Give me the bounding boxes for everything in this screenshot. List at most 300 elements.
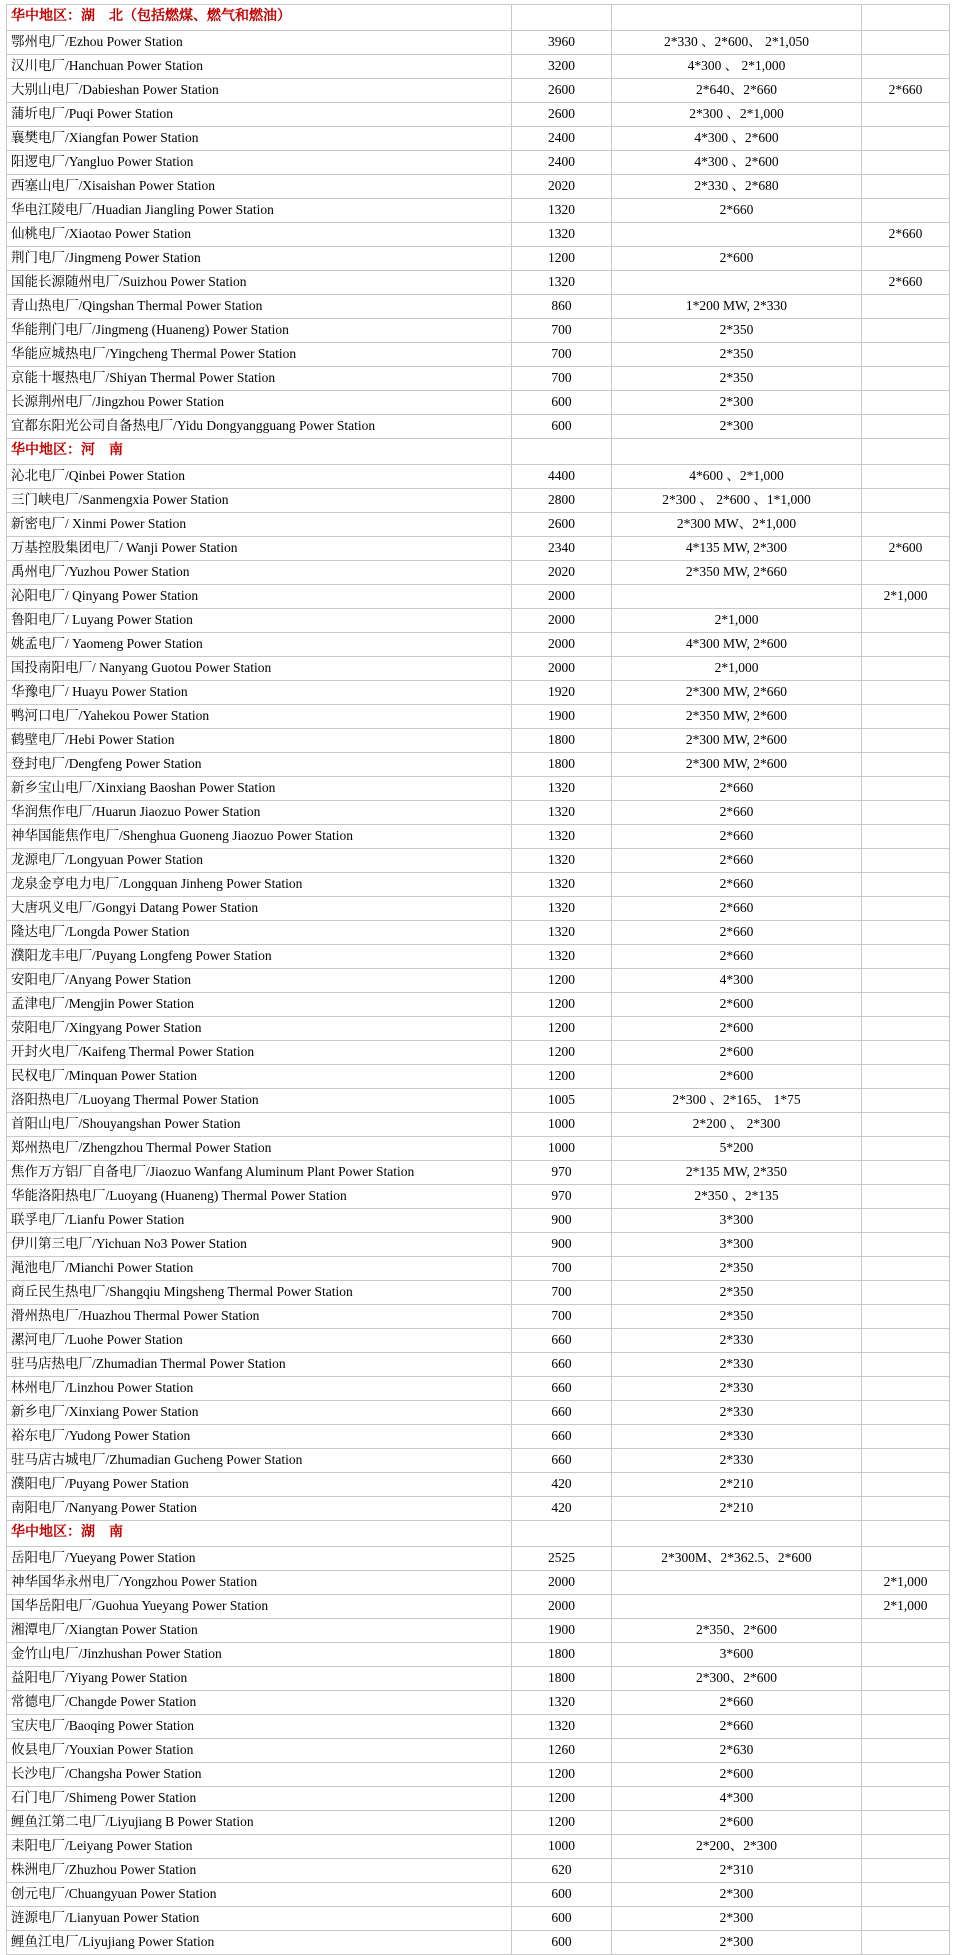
station-name-cell: 西塞山电厂/Xisaishan Power Station — [7, 175, 512, 199]
capacity-cell: 2020 — [512, 175, 612, 199]
station-name-cell: 益阳电厂/Yiyang Power Station — [7, 1667, 512, 1691]
extra-units-cell — [862, 465, 950, 489]
units-cell: 2*350 — [612, 343, 862, 367]
table-row — [7, 681, 950, 705]
table-row — [7, 1715, 950, 1739]
capacity-cell: 660 — [512, 1353, 612, 1377]
station-name-cell: 金竹山电厂/Jinzhushan Power Station — [7, 1643, 512, 1667]
station-name-cell: 孟津电厂/Mengjin Power Station — [7, 993, 512, 1017]
table-row — [7, 1859, 950, 1883]
capacity-cell: 1320 — [512, 849, 612, 873]
table-row — [7, 1425, 950, 1449]
extra-units-cell — [862, 391, 950, 415]
table-row — [7, 1739, 950, 1763]
units-cell: 2*660 — [612, 801, 862, 825]
capacity-cell: 2000 — [512, 657, 612, 681]
station-name-cell: 裕东电厂/Yudong Power Station — [7, 1425, 512, 1449]
units-cell: 2*660 — [612, 897, 862, 921]
station-name-cell: 青山热电厂/Qingshan Thermal Power Station — [7, 295, 512, 319]
table-row — [7, 1353, 950, 1377]
units-cell: 2*350 — [612, 1281, 862, 1305]
table-row — [7, 367, 950, 391]
table-row — [7, 489, 950, 513]
capacity-cell: 1900 — [512, 705, 612, 729]
units-cell: 3*600 — [612, 1643, 862, 1667]
station-name-cell: 神华国华永州电厂/Yongzhou Power Station — [7, 1571, 512, 1595]
capacity-cell: 1320 — [512, 271, 612, 295]
units-cell: 2*210 — [612, 1473, 862, 1497]
extra-units-cell — [862, 199, 950, 223]
capacity-cell: 1320 — [512, 921, 612, 945]
capacity-cell: 420 — [512, 1497, 612, 1521]
capacity-cell: 1320 — [512, 223, 612, 247]
extra-units-cell — [862, 1715, 950, 1739]
units-cell: 2*330 — [612, 1425, 862, 1449]
units-cell: 2*660 — [612, 945, 862, 969]
extra-units-cell — [862, 151, 950, 175]
units-cell: 2*350 — [612, 1305, 862, 1329]
units-cell: 2*630 — [612, 1739, 862, 1763]
units-cell: 2*600 — [612, 1811, 862, 1835]
units-cell: 2*600 — [612, 1065, 862, 1089]
extra-units-cell: 2*1,000 — [862, 1595, 950, 1619]
extra-units-cell — [862, 1065, 950, 1089]
extra-units-cell — [862, 777, 950, 801]
table-row — [7, 561, 950, 585]
extra-units-cell — [862, 1667, 950, 1691]
station-name-cell: 安阳电厂/Anyang Power Station — [7, 969, 512, 993]
capacity-cell: 2000 — [512, 585, 612, 609]
capacity-cell: 970 — [512, 1161, 612, 1185]
extra-units-cell — [862, 415, 950, 439]
table-row — [7, 1787, 950, 1811]
station-name-cell: 隆达电厂/Longda Power Station — [7, 921, 512, 945]
units-cell: 4*300 — [612, 1787, 862, 1811]
capacity-cell: 1900 — [512, 1619, 612, 1643]
table-row — [7, 1811, 950, 1835]
station-name-cell: 禹州电厂/Yuzhou Power Station — [7, 561, 512, 585]
capacity-cell: 1320 — [512, 825, 612, 849]
station-name-cell: 华豫电厂/ Huayu Power Station — [7, 681, 512, 705]
station-name-cell: 沁北电厂/Qinbei Power Station — [7, 465, 512, 489]
extra-units-cell — [862, 1425, 950, 1449]
extra-units-cell — [862, 849, 950, 873]
station-name-cell: 国投南阳电厂/ Nanyang Guotou Power Station — [7, 657, 512, 681]
station-name-cell: 驻马店热电厂/Zhumadian Thermal Power Station — [7, 1353, 512, 1377]
capacity-cell: 1200 — [512, 247, 612, 271]
station-name-cell: 湘潭电厂/Xiangtan Power Station — [7, 1619, 512, 1643]
station-name-cell: 株洲电厂/Zhuzhou Power Station — [7, 1859, 512, 1883]
capacity-cell: 2600 — [512, 103, 612, 127]
units-cell — [612, 223, 862, 247]
units-cell: 2*300 — [612, 1883, 862, 1907]
units-cell: 4*300 — [612, 969, 862, 993]
units-cell: 2*660 — [612, 921, 862, 945]
units-cell: 2*660 — [612, 199, 862, 223]
station-name-cell: 洛阳热电厂/Luoyang Thermal Power Station — [7, 1089, 512, 1113]
region-label: 华中地区：湖 北（包括燃煤、燃气和燃油） — [7, 5, 512, 31]
capacity-cell: 1200 — [512, 1041, 612, 1065]
capacity-cell: 660 — [512, 1449, 612, 1473]
extra-units-cell — [862, 1691, 950, 1715]
capacity-cell: 700 — [512, 343, 612, 367]
extra-units-cell — [862, 801, 950, 825]
extra-units-cell — [862, 1787, 950, 1811]
units-cell: 2*330 — [612, 1329, 862, 1353]
table-row — [7, 609, 950, 633]
units-cell: 3*300 — [612, 1233, 862, 1257]
extra-units-cell — [862, 1643, 950, 1667]
capacity-cell: 600 — [512, 415, 612, 439]
capacity-cell: 700 — [512, 367, 612, 391]
extra-units-cell — [862, 609, 950, 633]
units-cell: 2*350 — [612, 1257, 862, 1281]
extra-units-cell: 2*660 — [862, 223, 950, 247]
extra-units-cell — [862, 705, 950, 729]
capacity-cell: 1320 — [512, 945, 612, 969]
extra-units-cell — [862, 1401, 950, 1425]
station-name-cell: 神华国能焦作电厂/Shenghua Guoneng Jiaozuo Power Station — [7, 825, 512, 849]
station-name-cell: 民权电厂/Minquan Power Station — [7, 1065, 512, 1089]
units-cell: 2*350、2*600 — [612, 1619, 862, 1643]
extra-units-cell: 2*1,000 — [862, 1571, 950, 1595]
capacity-cell: 1800 — [512, 729, 612, 753]
capacity-cell: 1800 — [512, 1643, 612, 1667]
extra-units-cell — [862, 969, 950, 993]
table-row — [7, 777, 950, 801]
extra-units-cell — [862, 1739, 950, 1763]
units-cell: 2*300、2*600 — [612, 1667, 862, 1691]
extra-units-cell — [862, 825, 950, 849]
table-row — [7, 873, 950, 897]
table-row — [7, 1065, 950, 1089]
units-cell: 2*600 — [612, 1763, 862, 1787]
station-name-cell: 大唐巩义电厂/Gongyi Datang Power Station — [7, 897, 512, 921]
table-row — [7, 103, 950, 127]
capacity-cell: 420 — [512, 1473, 612, 1497]
extra-units-cell — [862, 367, 950, 391]
station-name-cell: 鄂州电厂/Ezhou Power Station — [7, 31, 512, 55]
extra-units-cell — [862, 1811, 950, 1835]
region-capacity-cell — [512, 5, 612, 31]
station-name-cell: 新乡电厂/Xinxiang Power Station — [7, 1401, 512, 1425]
capacity-cell: 620 — [512, 1859, 612, 1883]
units-cell: 2*600 — [612, 1017, 862, 1041]
capacity-cell: 2600 — [512, 513, 612, 537]
region-header-row — [7, 439, 950, 465]
capacity-cell: 1800 — [512, 1667, 612, 1691]
units-cell: 2*300 — [612, 415, 862, 439]
station-name-cell: 伊川第三电厂/Yichuan No3 Power Station — [7, 1233, 512, 1257]
table-row — [7, 945, 950, 969]
extra-units-cell — [862, 1329, 950, 1353]
station-name-cell: 华电江陵电厂/Huadian Jiangling Power Station — [7, 199, 512, 223]
capacity-cell: 1920 — [512, 681, 612, 705]
units-cell: 2*300 MW, 2*600 — [612, 729, 862, 753]
capacity-cell: 1320 — [512, 1691, 612, 1715]
table-row — [7, 127, 950, 151]
capacity-cell: 1320 — [512, 199, 612, 223]
extra-units-cell — [862, 1353, 950, 1377]
station-name-cell: 华润焦作电厂/Huarun Jiaozuo Power Station — [7, 801, 512, 825]
table-row — [7, 1883, 950, 1907]
table-row — [7, 1691, 950, 1715]
station-name-cell: 濮阳电厂/Puyang Power Station — [7, 1473, 512, 1497]
units-cell: 2*330 — [612, 1377, 862, 1401]
units-cell: 2*330 — [612, 1449, 862, 1473]
units-cell: 2*1,000 — [612, 609, 862, 633]
station-name-cell: 长源荆州电厂/Jingzhou Power Station — [7, 391, 512, 415]
station-name-cell: 商丘民生热电厂/Shangqiu Mingsheng Thermal Power Station — [7, 1281, 512, 1305]
extra-units-cell — [862, 1041, 950, 1065]
capacity-cell: 860 — [512, 295, 612, 319]
station-name-cell: 大别山电厂/Dabieshan Power Station — [7, 79, 512, 103]
capacity-cell: 2400 — [512, 127, 612, 151]
extra-units-cell — [862, 247, 950, 271]
station-name-cell: 鸭河口电厂/Yahekou Power Station — [7, 705, 512, 729]
power-station-table — [6, 4, 950, 1955]
station-name-cell: 岳阳电厂/Yueyang Power Station — [7, 1547, 512, 1571]
table-row — [7, 1233, 950, 1257]
station-name-cell: 林州电厂/Linzhou Power Station — [7, 1377, 512, 1401]
table-row — [7, 537, 950, 561]
capacity-cell: 1000 — [512, 1137, 612, 1161]
station-name-cell: 国能长源随州电厂/Suizhou Power Station — [7, 271, 512, 295]
region-label: 华中地区：湖 南 — [7, 1521, 512, 1547]
units-cell: 4*300 、2*600 — [612, 127, 862, 151]
table-row — [7, 1763, 950, 1787]
capacity-cell: 1200 — [512, 969, 612, 993]
table-row — [7, 1017, 950, 1041]
capacity-cell: 1200 — [512, 1017, 612, 1041]
extra-units-cell — [862, 513, 950, 537]
capacity-cell: 2800 — [512, 489, 612, 513]
region-units-cell — [612, 439, 862, 465]
units-cell: 2*310 — [612, 1859, 862, 1883]
table-row — [7, 175, 950, 199]
table-body — [7, 5, 950, 1955]
region-extra-cell — [862, 439, 950, 465]
table-row — [7, 1547, 950, 1571]
station-name-cell: 鹤壁电厂/Hebi Power Station — [7, 729, 512, 753]
extra-units-cell: 2*1,000 — [862, 585, 950, 609]
table-row — [7, 55, 950, 79]
station-name-cell: 荆门电厂/Jingmeng Power Station — [7, 247, 512, 271]
table-row — [7, 1185, 950, 1209]
capacity-cell: 1000 — [512, 1113, 612, 1137]
table-row — [7, 753, 950, 777]
station-name-cell: 蒲圻电厂/Puqi Power Station — [7, 103, 512, 127]
capacity-cell: 1200 — [512, 1763, 612, 1787]
capacity-cell: 900 — [512, 1209, 612, 1233]
extra-units-cell — [862, 1137, 950, 1161]
capacity-cell: 900 — [512, 1233, 612, 1257]
table-row — [7, 151, 950, 175]
region-label: 华中地区：河 南 — [7, 439, 512, 465]
capacity-cell: 1005 — [512, 1089, 612, 1113]
capacity-cell: 3960 — [512, 31, 612, 55]
station-name-cell: 涟源电厂/Lianyuan Power Station — [7, 1907, 512, 1931]
extra-units-cell — [862, 127, 950, 151]
capacity-cell: 600 — [512, 1931, 612, 1955]
table-row — [7, 247, 950, 271]
extra-units-cell — [862, 175, 950, 199]
extra-units-cell — [862, 1859, 950, 1883]
extra-units-cell — [862, 729, 950, 753]
extra-units-cell — [862, 489, 950, 513]
units-cell: 2*300 MW、2*1,000 — [612, 513, 862, 537]
station-name-cell: 华能洛阳热电厂/Luoyang (Huaneng) Thermal Power Station — [7, 1185, 512, 1209]
station-name-cell: 石门电厂/Shimeng Power Station — [7, 1787, 512, 1811]
capacity-cell: 2400 — [512, 151, 612, 175]
region-extra-cell — [862, 1521, 950, 1547]
table-row — [7, 1305, 950, 1329]
extra-units-cell — [862, 1281, 950, 1305]
region-units-cell — [612, 5, 862, 31]
table-row — [7, 729, 950, 753]
capacity-cell: 660 — [512, 1329, 612, 1353]
station-name-cell: 登封电厂/Dengfeng Power Station — [7, 753, 512, 777]
capacity-cell: 600 — [512, 391, 612, 415]
region-capacity-cell — [512, 1521, 612, 1547]
units-cell: 2*210 — [612, 1497, 862, 1521]
table-row — [7, 1209, 950, 1233]
station-name-cell: 鲤鱼江第二电厂/Liyujiang B Power Station — [7, 1811, 512, 1835]
units-cell: 2*600 — [612, 993, 862, 1017]
units-cell: 2*350 MW, 2*660 — [612, 561, 862, 585]
region-capacity-cell — [512, 439, 612, 465]
table-row — [7, 1619, 950, 1643]
capacity-cell: 1200 — [512, 993, 612, 1017]
capacity-cell: 660 — [512, 1425, 612, 1449]
extra-units-cell — [862, 1113, 950, 1137]
units-cell: 2*330 、2*680 — [612, 175, 862, 199]
table-row — [7, 1089, 950, 1113]
capacity-cell: 660 — [512, 1401, 612, 1425]
extra-units-cell — [862, 681, 950, 705]
units-cell: 2*200、2*300 — [612, 1835, 862, 1859]
capacity-cell: 2340 — [512, 537, 612, 561]
table-row — [7, 825, 950, 849]
capacity-cell: 970 — [512, 1185, 612, 1209]
table-row — [7, 705, 950, 729]
table-row — [7, 801, 950, 825]
extra-units-cell — [862, 319, 950, 343]
station-name-cell: 鲤鱼江电厂/Liyujiang Power Station — [7, 1931, 512, 1955]
units-cell: 2*300 — [612, 391, 862, 415]
units-cell: 4*300 MW, 2*600 — [612, 633, 862, 657]
table-row — [7, 1907, 950, 1931]
capacity-cell: 1320 — [512, 801, 612, 825]
capacity-cell: 1320 — [512, 1715, 612, 1739]
table-row — [7, 223, 950, 247]
station-name-cell: 华能荆门电厂/Jingmeng (Huaneng) Power Station — [7, 319, 512, 343]
table-row — [7, 1497, 950, 1521]
station-name-cell: 宝庆电厂/Baoqing Power Station — [7, 1715, 512, 1739]
units-cell: 2*600 — [612, 247, 862, 271]
table-row — [7, 1449, 950, 1473]
capacity-cell: 600 — [512, 1883, 612, 1907]
units-cell: 4*135 MW, 2*300 — [612, 537, 862, 561]
extra-units-cell — [862, 1835, 950, 1859]
table-row — [7, 391, 950, 415]
station-name-cell: 焦作万方铝厂自备电厂/Jiaozuo Wanfang Aluminum Plant Power Station — [7, 1161, 512, 1185]
table-row — [7, 849, 950, 873]
station-name-cell: 创元电厂/Chuangyuan Power Station — [7, 1883, 512, 1907]
station-name-cell: 联孚电厂/Lianfu Power Station — [7, 1209, 512, 1233]
units-cell — [612, 271, 862, 295]
extra-units-cell — [862, 561, 950, 585]
capacity-cell: 1200 — [512, 1787, 612, 1811]
capacity-cell: 1320 — [512, 897, 612, 921]
units-cell: 2*330 — [612, 1353, 862, 1377]
extra-units-cell — [862, 31, 950, 55]
station-name-cell: 耒阳电厂/Leiyang Power Station — [7, 1835, 512, 1859]
table-row — [7, 1257, 950, 1281]
station-name-cell: 襄樊电厂/Xiangfan Power Station — [7, 127, 512, 151]
extra-units-cell — [862, 993, 950, 1017]
capacity-cell: 1000 — [512, 1835, 612, 1859]
capacity-cell: 700 — [512, 1257, 612, 1281]
station-name-cell: 郑州热电厂/Zhengzhou Thermal Power Station — [7, 1137, 512, 1161]
extra-units-cell — [862, 1763, 950, 1787]
extra-units-cell: 2*660 — [862, 79, 950, 103]
capacity-cell: 700 — [512, 319, 612, 343]
units-cell: 2*600 — [612, 1041, 862, 1065]
table-row — [7, 585, 950, 609]
station-name-cell: 仙桃电厂/Xiaotao Power Station — [7, 223, 512, 247]
extra-units-cell — [862, 1377, 950, 1401]
table-row — [7, 1281, 950, 1305]
station-name-cell: 鲁阳电厂/ Luyang Power Station — [7, 609, 512, 633]
table-row — [7, 1473, 950, 1497]
capacity-cell: 2000 — [512, 633, 612, 657]
table-row — [7, 465, 950, 489]
capacity-cell: 1200 — [512, 1065, 612, 1089]
extra-units-cell — [862, 921, 950, 945]
station-name-cell: 驻马店古城电厂/Zhumadian Gucheng Power Station — [7, 1449, 512, 1473]
units-cell: 5*200 — [612, 1137, 862, 1161]
table-row — [7, 993, 950, 1017]
table-row — [7, 1835, 950, 1859]
extra-units-cell — [862, 633, 950, 657]
station-name-cell: 龙源电厂/Longyuan Power Station — [7, 849, 512, 873]
station-name-cell: 京能十堰热电厂/Shiyan Thermal Power Station — [7, 367, 512, 391]
table-row — [7, 1571, 950, 1595]
region-units-cell — [612, 1521, 862, 1547]
table-row — [7, 1137, 950, 1161]
capacity-cell: 600 — [512, 1907, 612, 1931]
extra-units-cell — [862, 295, 950, 319]
units-cell: 2*660 — [612, 873, 862, 897]
units-cell — [612, 585, 862, 609]
units-cell: 2*640、2*660 — [612, 79, 862, 103]
units-cell: 3*300 — [612, 1209, 862, 1233]
units-cell: 2*660 — [612, 1715, 862, 1739]
table-row — [7, 1931, 950, 1955]
table-row — [7, 1667, 950, 1691]
capacity-cell: 2600 — [512, 79, 612, 103]
units-cell: 2*300M、2*362.5、2*600 — [612, 1547, 862, 1571]
table-row — [7, 1377, 950, 1401]
table-row — [7, 1041, 950, 1065]
table-row — [7, 657, 950, 681]
units-cell: 2*350 — [612, 367, 862, 391]
capacity-cell: 2000 — [512, 609, 612, 633]
table-row — [7, 513, 950, 537]
station-name-cell: 国华岳阳电厂/Guohua Yueyang Power Station — [7, 1595, 512, 1619]
extra-units-cell — [862, 1185, 950, 1209]
